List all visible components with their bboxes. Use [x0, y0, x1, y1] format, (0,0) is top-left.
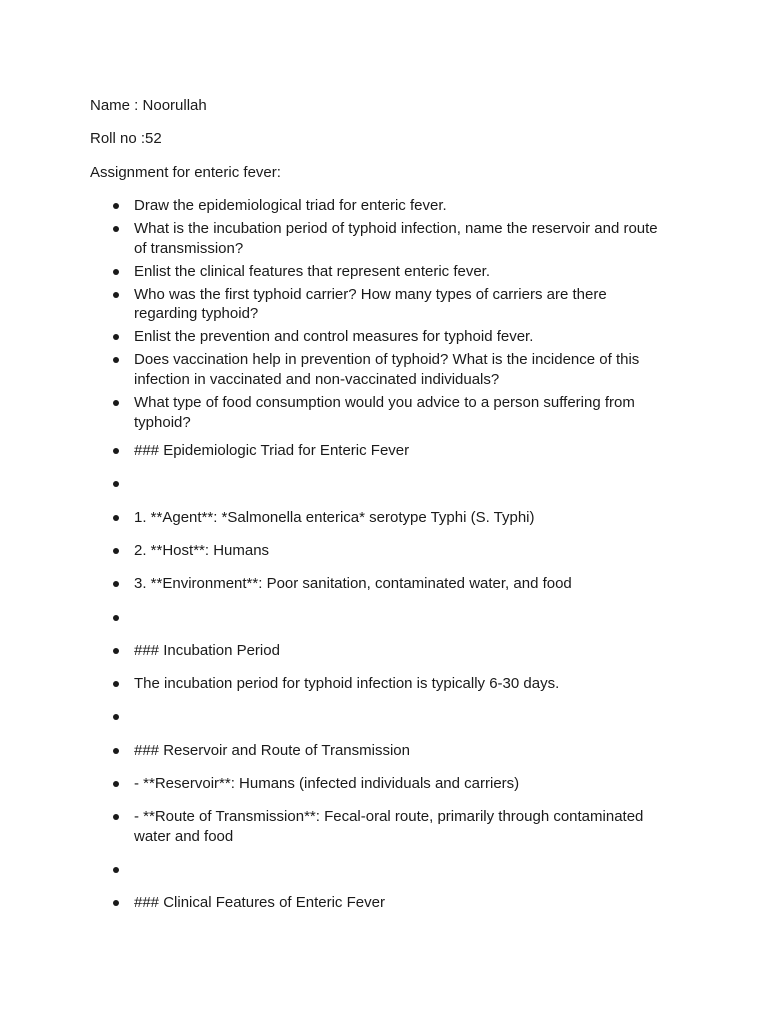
list-item: The incubation period for typhoid infection is typically 6-30 days. [0, 674, 666, 694]
list-item: - **Route of Transmission**: Fecal-oral route, primarily through contaminated water and food [0, 807, 666, 846]
list-item: Enlist the prevention and control measures for typhoid fever. [0, 327, 666, 347]
list-item: 2. **Host**: Humans [0, 541, 666, 561]
roll-number: Roll no :52 [90, 130, 162, 147]
list-item: Draw the epidemiological triad for enteric fever. [0, 196, 666, 216]
list-item [0, 860, 666, 880]
bullet-list [0, 196, 768, 927]
list-item [0, 474, 666, 494]
list-item: 3. **Environment**: Poor sanitation, contaminated water, and food [0, 574, 666, 594]
student-name: Name : Noorullah [90, 97, 207, 114]
list-item: What type of food consumption would you advice to a person suffering from typhoid? [0, 393, 666, 432]
assignment-title: Assignment for enteric fever: [90, 164, 281, 181]
list-item: What is the incubation period of typhoid infection, name the reservoir and route of transmission? [0, 219, 666, 258]
list-item: ### Reservoir and Route of Transmission [0, 741, 666, 761]
list-item: ### Epidemiologic Triad for Enteric Fever [0, 441, 666, 461]
list-item: ### Clinical Features of Enteric Fever [0, 893, 666, 913]
list-item [0, 608, 666, 628]
list-item: Does vaccination help in prevention of typhoid? What is the incidence of this infection in vaccinated and non-vaccinated individuals? [0, 350, 666, 389]
list-item: Enlist the clinical features that represent enteric fever. [0, 262, 666, 282]
list-item: ### Incubation Period [0, 641, 666, 661]
list-item [0, 707, 666, 727]
list-item: - **Reservoir**: Humans (infected individuals and carriers) [0, 774, 666, 794]
list-item: Who was the first typhoid carrier? How many types of carriers are there regarding typhoid? [0, 285, 666, 324]
list-item: 1. **Agent**: *Salmonella enterica* serotype Typhi (S. Typhi) [0, 508, 666, 528]
